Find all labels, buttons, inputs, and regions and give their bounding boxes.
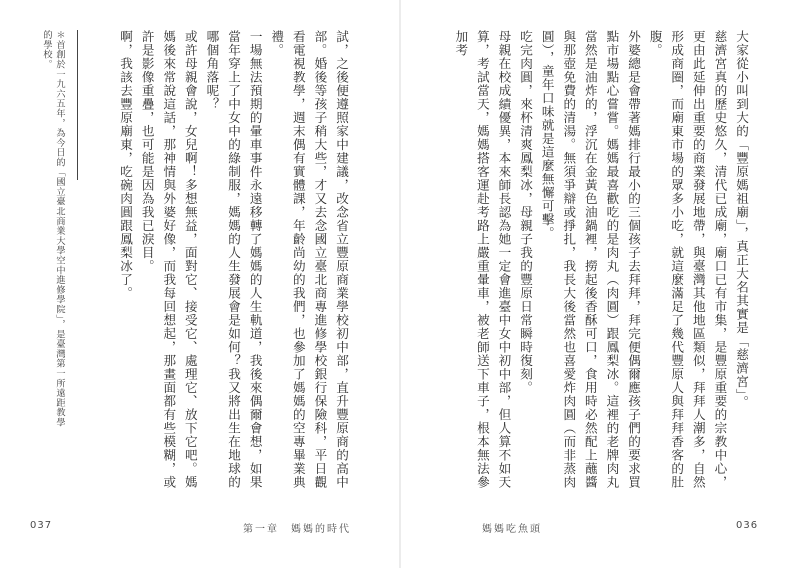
right-page bbox=[400, 0, 800, 568]
page-number-left: 037 bbox=[30, 520, 53, 531]
paragraph: 或許母親會說，女兒啊！多想無益，面對它、接受它、處理它、放下它吧。媽媽後來常說這話，那神情與外婆好像，而我每回想起，那畫面都有些模糊，或許是影像重疊，也可能是因為我已淚目。 bbox=[139, 30, 198, 489]
footnote: ＊首創於一九六五年，為今日的「國立臺北商業大學空中進修學院」，是臺灣第一所遠距教學的學校。 bbox=[41, 30, 65, 428]
paragraph: 大家從小叫到大的「豐原媽祖廟」，真正大名其實是「慈濟宮」。 bbox=[734, 30, 749, 409]
running-header-right: 媽媽吃魚頭 bbox=[482, 524, 542, 535]
running-header-left: 第一章 媽媽的時代 bbox=[243, 524, 351, 535]
paragraph: 試，之後便遵照家中建議，改念省立豐原商業學校初中部，直升豐原商的高中部。婚後等孩子稍大些，才又去念國立臺北商專進修學校銀行保險科，平日觀看電視教學，週末偶有實體課，年齡尚幼的我們，也參加了媽媽的空專畢業典禮。 bbox=[269, 30, 349, 489]
left-page-body bbox=[92, 30, 352, 500]
paragraph: 外婆總是會帶著媽排行最小的三個孩子去拜拜，拜完便偶爾應孩子們的要求買點市場點心嘗嘗。媽媽最喜歡吃的是肉丸（肉圓）跟鳳梨冰。這裡的老牌肉丸當然是油炸的，浮沉在金黃色油鍋裡，撈起後香酥可口，食用時必然配上蘸醬與那壺免費的清湯。無須爭辯或掙扎，我長大後當然也喜愛炸肉圓（而非蒸肉圓），童年口味就是這麼無懈可擊。 bbox=[539, 30, 642, 489]
paragraph: 吃完肉圓，來杯清爽鳳梨冰，母親子我的豐原日常瞬時復刻。 bbox=[518, 30, 534, 395]
paragraph: 慈濟宮真的歷史悠久，清代已成廟，廟口已有市集，是豐原重要的宗教中心，更由此延伸出重要的商業發展地帶，與臺灣其他地區類似，拜拜人潮多，自然形成商圈，而廟東市場的眾多小吃，就這麼滿足了幾代豐原人與拜拜香客的肚腹。 bbox=[647, 30, 728, 489]
paragraph: 啊，我該去豐原廟東，吃碗肉圓跟鳳梨冰了。 bbox=[118, 30, 134, 300]
page-number-right: 036 bbox=[736, 520, 759, 531]
right-page-body bbox=[426, 30, 752, 500]
paragraph: 母親在校成績優異，本來師長認為她一定會進臺中女中初中部，但人算不如天算，考試當天，媽媽搭客運赴考路上嚴重暈車，被老師送下車子，根本無法參加考 bbox=[453, 30, 512, 489]
footnote-rule bbox=[77, 30, 78, 180]
paragraph: 一場無法預期的暈車事件永遠移轉了媽媽的人生軌道，我後來偶爾會想，如果當年穿上了中女中的綠制服，媽媽的人生發展會是如何？我又將出生在地球的哪個角落呢？ bbox=[204, 30, 263, 489]
